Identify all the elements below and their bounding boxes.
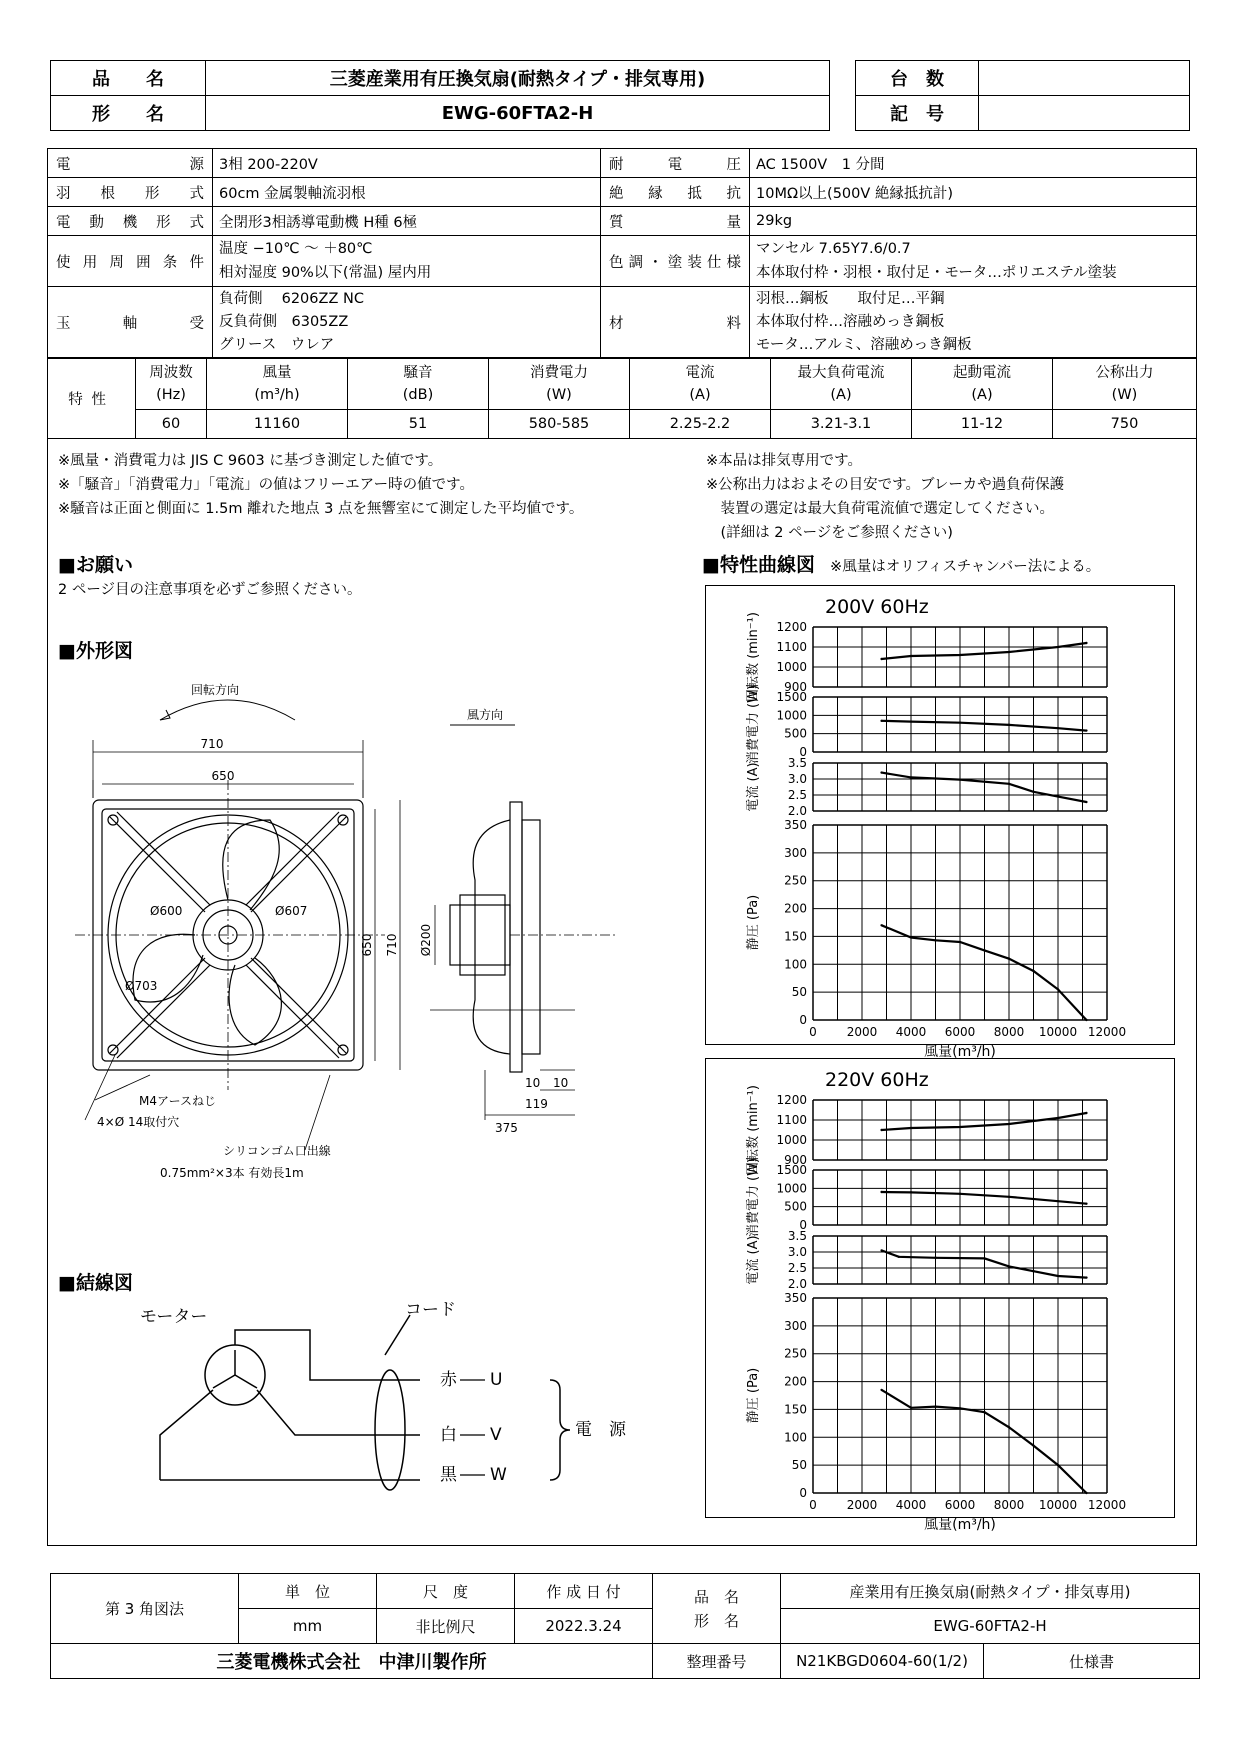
data-point	[1008, 1265, 1010, 1267]
y-tick-label: 350	[784, 1291, 807, 1305]
cord-label: コード	[405, 1300, 456, 1320]
material-value	[750, 287, 1197, 358]
data-point	[1057, 727, 1059, 729]
char-head-noise-unit: (dB)	[402, 387, 434, 403]
motor-label: 電動機形式	[48, 207, 213, 236]
y-tick-label: 100	[784, 957, 807, 972]
dim-650-top: 650	[211, 769, 235, 783]
notes-left	[58, 449, 698, 521]
char-head-airflow-name: 風量	[262, 365, 292, 381]
dim-650-right: 650	[360, 933, 374, 957]
data-point	[1085, 1019, 1087, 1021]
note-right-1: ※本品は排気専用です。	[706, 453, 862, 469]
material-line-1: 羽根…鋼板 取付足…平鋼	[756, 290, 945, 307]
power-value: 3相 200-220V	[213, 149, 601, 178]
dim-10a: 10	[525, 1076, 541, 1090]
data-point	[880, 658, 882, 660]
request-title: ■お願い	[58, 554, 133, 576]
bearing-line-2: 反負荷側 6305ZZ	[219, 313, 349, 330]
dim-10b: 10	[553, 1076, 569, 1090]
wiring-title: ■結線図	[58, 1272, 133, 1294]
data-point	[910, 1407, 912, 1409]
motor-value: 全閉形3相誘導電動機 H種 6極	[213, 207, 601, 236]
y-tick-label: 1200	[776, 620, 807, 634]
characteristics-table	[47, 358, 1197, 439]
color-line-2: 本体取付枠・羽根・取付足・モータ…ポリエステル塗装	[756, 265, 1117, 281]
data-point	[1057, 646, 1059, 648]
x-tick-label: 10000	[1038, 1025, 1078, 1039]
data-point	[1085, 801, 1087, 803]
name-model-labels	[653, 1574, 781, 1644]
data-point	[934, 1405, 936, 1407]
chart-200v	[705, 585, 1175, 1060]
notes-right	[706, 449, 1186, 545]
data-point	[1032, 1270, 1034, 1272]
y-tick-label: 1200	[776, 1093, 807, 1107]
data-point	[910, 720, 912, 722]
x-axis-label: 風量(m³/h)	[924, 1044, 996, 1060]
data-point	[880, 1389, 882, 1391]
rotation-label: 回転方向	[190, 683, 240, 697]
data-point	[1008, 651, 1010, 653]
char-head-output-unit: (W)	[1111, 387, 1138, 403]
data-point	[959, 654, 961, 656]
data-point	[1085, 729, 1087, 731]
x-tick-label: 10000	[1038, 1498, 1078, 1512]
data-point	[880, 720, 882, 722]
request-text: 2 ページ目の注意事項を必ずご参照ください。	[58, 582, 362, 598]
y-tick-label: 300	[784, 845, 807, 860]
y-tick-label: 2.0	[787, 1277, 807, 1291]
char-head-current-unit: (A)	[689, 387, 711, 403]
scale-label: 尺 度	[377, 1574, 515, 1609]
x-tick-label: 4000	[895, 1025, 927, 1039]
material-label: 材料	[601, 287, 750, 358]
wire-label: 0.75mm²×3本 有効長1m	[160, 1166, 304, 1180]
wind-label: 風方向	[466, 708, 504, 722]
char-head-output	[1053, 359, 1197, 410]
char-head-freq-unit: (Hz)	[156, 387, 186, 403]
x-tick-label: 0	[809, 1025, 817, 1039]
note-right-4: (詳細は 2 ページをご参照ください)	[706, 525, 953, 541]
chart-220v	[705, 1058, 1175, 1533]
data-point	[910, 776, 912, 778]
wire-black: 黒	[440, 1465, 457, 1485]
dim-607: Ø607	[275, 904, 308, 918]
unit-value: mm	[239, 1609, 377, 1644]
insulation-value: 10MΩ以上(500V 絶縁抵抗計)	[750, 178, 1197, 207]
data-point	[880, 771, 882, 773]
data-point	[959, 721, 961, 723]
data-point	[910, 1127, 912, 1129]
data-point	[880, 924, 882, 926]
model: EWG-60FTA2-H	[206, 96, 830, 131]
terminal-w: W	[490, 1465, 507, 1485]
data-point	[1057, 1117, 1059, 1119]
mass-label: 質量	[601, 207, 750, 236]
char-head-startcurrent	[912, 359, 1053, 410]
y-tick-label: 1000	[776, 1181, 807, 1196]
curves-title: ■特性曲線図	[702, 554, 815, 576]
dim-710-right: 710	[385, 933, 399, 957]
product-name: 三菱産業用有圧換気扇(耐熱タイプ・排気専用)	[206, 61, 830, 96]
mass-value: 29kg	[750, 207, 1197, 236]
x-tick-label: 8000	[993, 1025, 1025, 1039]
dim-119: 119	[525, 1097, 548, 1111]
y-tick-label: 200	[784, 1374, 807, 1389]
x-tick-label: 0	[809, 1498, 817, 1512]
color-line-1: マンセル 7.65Y7.6/0.7	[756, 241, 911, 257]
data-point	[1057, 1200, 1059, 1202]
data-point	[880, 1191, 882, 1193]
wire-red: 赤	[440, 1370, 457, 1390]
char-head-power-name: 消費電力	[530, 365, 588, 381]
data-point	[934, 1257, 936, 1259]
data-point	[1008, 1196, 1010, 1198]
x-tick-label: 6000	[944, 1498, 976, 1512]
char-value-airflow: 11160	[207, 410, 348, 439]
quantity-label: 台 数	[856, 61, 979, 96]
data-point	[898, 1256, 900, 1258]
x-axis-label: 風量(m³/h)	[924, 1517, 996, 1533]
y-tick-label: 0	[799, 1013, 807, 1027]
insulation-label: 絶縁抵抗	[601, 178, 750, 207]
y-tick-label: 350	[784, 818, 807, 832]
y-tick-label: 1000	[776, 708, 807, 723]
doc-type: 仕様書	[984, 1644, 1200, 1679]
y-tick-label: 150	[784, 929, 807, 944]
unit-label: 単 位	[239, 1574, 377, 1609]
side-frame	[510, 802, 522, 1072]
dim-200: Ø200	[419, 923, 433, 957]
y-tick-label: 100	[784, 1430, 807, 1445]
spec-table	[47, 148, 1197, 358]
x-tick-label: 2000	[846, 1498, 878, 1512]
data-point	[1085, 1276, 1087, 1278]
ref-label: 整理番号	[653, 1644, 781, 1679]
y-tick-label: 250	[784, 1346, 807, 1361]
terminal-v: V	[490, 1425, 502, 1445]
material-line-2: 本体取付枠…溶融めっき鋼板	[756, 313, 945, 330]
y-tick-label: 900	[784, 1153, 807, 1167]
bearing-label: 玉軸受	[48, 287, 213, 358]
char-head-maxcurrent	[771, 359, 912, 410]
outline-title: ■外形図	[58, 640, 133, 662]
data-point	[1057, 988, 1059, 990]
y-tick-label: 3.5	[787, 1229, 807, 1243]
y-axis-label: 電流 (A)	[746, 762, 761, 812]
y-axis-label: 回転数 (min⁻¹)	[746, 612, 761, 702]
earth-screw-label: M4アースねじ	[139, 1094, 217, 1108]
y-tick-label: 1100	[776, 1113, 807, 1127]
data-point	[1008, 958, 1010, 960]
company: 三菱電機株式会社 中津川製作所	[51, 1644, 653, 1679]
data-point	[1085, 1492, 1087, 1494]
env-humidity: 相対湿度 90%以下(常温) 屋内用	[219, 265, 432, 281]
y-axis-label: 消費電力 (W)	[746, 684, 761, 765]
x-tick-label: 8000	[993, 1498, 1025, 1512]
data-point	[910, 1191, 912, 1193]
char-head-freq	[136, 359, 207, 410]
product-name-label: 品 名	[51, 61, 206, 96]
data-point	[1008, 724, 1010, 726]
y-tick-label: 2.5	[787, 788, 807, 802]
header-quantity-table	[855, 60, 1190, 131]
x-tick-label: 12000	[1087, 1498, 1127, 1512]
note-left-3: ※騒音は正面と側面に 1.5m 離れた地点 3 点を無響室にて測定した平均値です。	[58, 501, 584, 517]
data-point	[1057, 1275, 1059, 1277]
data-point	[880, 1129, 882, 1131]
footer-model: EWG-60FTA2-H	[781, 1609, 1200, 1644]
withstand-label: 耐電圧	[601, 149, 750, 178]
y-tick-label: 3.0	[787, 772, 807, 786]
data-point	[1008, 783, 1010, 785]
data-point	[1032, 791, 1034, 793]
y-axis-label: 静圧 (Pa)	[746, 1367, 761, 1424]
y-tick-label: 150	[784, 1402, 807, 1417]
char-value-power: 580-585	[489, 410, 630, 439]
env-temp: 温度 −10℃ ～ ＋80℃	[219, 241, 373, 257]
dim-710-top: 710	[200, 737, 224, 751]
y-tick-label: 1000	[776, 660, 807, 674]
terminal-u: U	[490, 1370, 503, 1390]
y-tick-label: 1000	[776, 1133, 807, 1147]
y-tick-label: 3.5	[787, 756, 807, 770]
data-point	[1008, 1426, 1010, 1428]
curves-note: ※風量はオリフィスチャンバー法による。	[830, 559, 1101, 575]
char-value-noise: 51	[348, 410, 489, 439]
data-point	[983, 1257, 985, 1259]
dim-600: Ø600	[150, 904, 183, 918]
char-value-output: 750	[1053, 410, 1197, 439]
y-tick-label: 200	[784, 901, 807, 916]
y-axis-label: 消費電力 (W)	[746, 1157, 761, 1238]
char-head-current	[630, 359, 771, 410]
note-left-2: ※「騒音」「消費電力」「電流」の値はフリーエアー時の値です。	[58, 477, 474, 493]
data-point	[1085, 1203, 1087, 1205]
char-head-maxcurrent-name: 最大負荷電流	[797, 365, 885, 381]
wiring-diagram	[120, 1300, 626, 1485]
data-point	[983, 949, 985, 951]
data-point	[959, 1407, 961, 1409]
y-tick-label: 2.0	[787, 804, 807, 818]
outline-drawing	[55, 680, 685, 1200]
header-table	[50, 60, 830, 131]
mark-value	[979, 96, 1190, 131]
char-value-current: 2.25-2.2	[630, 410, 771, 439]
data-point	[1008, 1123, 1010, 1125]
footer-model-label: 形 名	[693, 1611, 739, 1630]
color-value	[750, 236, 1197, 287]
y-tick-label: 50	[791, 1458, 807, 1473]
char-value-startcurrent: 11-12	[912, 410, 1053, 439]
wire-white: 白	[440, 1425, 457, 1445]
ref-value: N21KBGD0604-60(1/2)	[781, 1644, 984, 1679]
projection: 第 3 角図法	[51, 1574, 239, 1644]
chart-title: 200V 60Hz	[825, 596, 929, 618]
chart-title: 220V 60Hz	[825, 1069, 929, 1091]
note-right-3: 装置の選定は最大負荷電流値で選定してください。	[706, 501, 1054, 517]
y-axis-label: 静圧 (Pa)	[746, 894, 761, 951]
date-label: 作 成 日 付	[515, 1574, 653, 1609]
char-head-power	[489, 359, 630, 410]
curves-heading	[702, 550, 1100, 577]
grommet-label: シリコンゴム口出線	[223, 1144, 331, 1158]
char-value-maxcurrent: 3.21-3.1	[771, 410, 912, 439]
footer-name-label: 品 名	[693, 1587, 739, 1606]
data-point	[1085, 642, 1087, 644]
footer-name: 産業用有圧換気扇(耐熱タイプ・排気専用)	[781, 1574, 1200, 1609]
data-point	[1085, 1112, 1087, 1114]
y-tick-label: 1500	[776, 1163, 807, 1177]
holes-label: 4×Ø 14取付穴	[97, 1115, 180, 1129]
bearing-value	[213, 287, 601, 358]
withstand-value: AC 1500V 1 分間	[750, 149, 1197, 178]
char-head-maxcurrent-unit: (A)	[830, 387, 852, 403]
char-head-airflow	[207, 359, 348, 410]
blade-value: 60cm 金属製軸流羽根	[213, 178, 601, 207]
env-label: 使用周囲条件	[48, 236, 213, 287]
x-tick-label: 6000	[944, 1025, 976, 1039]
x-tick-label: 12000	[1087, 1025, 1127, 1039]
mark-label: 記 号	[856, 96, 979, 131]
char-head-power-unit: (W)	[546, 387, 572, 403]
y-tick-label: 900	[784, 680, 807, 694]
x-tick-label: 2000	[846, 1025, 878, 1039]
bearing-line-3: グリース ウレア	[219, 336, 335, 353]
data-point	[983, 1411, 985, 1413]
note-left-1: ※風量・消費電力は JIS C 9603 に基づき測定した値です。	[58, 453, 443, 469]
footer-table	[50, 1573, 1200, 1679]
y-tick-label: 300	[784, 1318, 807, 1333]
y-tick-label: 50	[791, 985, 807, 1000]
data-point	[934, 939, 936, 941]
data-point	[910, 655, 912, 657]
char-head-freq-name: 周波数	[149, 365, 193, 381]
char-head-airflow-unit: (m³/h)	[254, 387, 300, 403]
char-head-noise	[348, 359, 489, 410]
y-tick-label: 500	[784, 1199, 807, 1214]
dim-375: 375	[495, 1121, 518, 1135]
motor-label: モーター	[140, 1307, 208, 1327]
data-point	[1032, 970, 1034, 972]
color-label: 色調・塗装仕様	[601, 236, 750, 287]
char-head-noise-name: 騒音	[403, 365, 433, 381]
char-head-output-name: 公称出力	[1095, 365, 1154, 381]
data-point	[1032, 1444, 1034, 1446]
data-point	[910, 936, 912, 938]
scale-value: 非比例尺	[377, 1609, 515, 1644]
power-source-label: 電 源	[575, 1420, 626, 1440]
y-tick-label: 250	[784, 873, 807, 888]
note-right-2: ※公称出力はおよその目安です。ブレーカや過負荷保護	[706, 477, 1065, 493]
y-axis-label: 電流 (A)	[746, 1235, 761, 1285]
x-tick-label: 4000	[895, 1498, 927, 1512]
char-head-startcurrent-name: 起動電流	[953, 365, 1011, 381]
y-axis-label: 回転数 (min⁻¹)	[746, 1085, 761, 1175]
quantity-value	[979, 61, 1190, 96]
date-value: 2022.3.24	[515, 1609, 653, 1644]
y-tick-label: 0	[799, 1218, 807, 1232]
char-value-freq: 60	[136, 410, 207, 439]
y-tick-label: 500	[784, 726, 807, 741]
data-point	[959, 941, 961, 943]
material-line-3: モータ…アルミ、溶融めっき鋼板	[756, 336, 972, 353]
char-head-current-name: 電流	[685, 365, 715, 381]
y-tick-label: 3.0	[787, 1245, 807, 1259]
bearing-line-1: 負荷側 6206ZZ NC	[219, 290, 364, 307]
y-tick-label: 0	[799, 745, 807, 759]
char-label: 特性	[48, 359, 136, 439]
y-tick-label: 2.5	[787, 1261, 807, 1275]
dim-703: Ø703	[125, 979, 158, 993]
data-point	[1057, 1464, 1059, 1466]
env-value	[213, 236, 601, 287]
y-tick-label: 1500	[776, 690, 807, 704]
model-label: 形 名	[51, 96, 206, 131]
data-point	[959, 1193, 961, 1195]
data-point	[1057, 795, 1059, 797]
blade-label: 羽根形式	[48, 178, 213, 207]
power-label: 電源	[48, 149, 213, 178]
y-tick-label: 1100	[776, 640, 807, 654]
data-point	[880, 1249, 882, 1251]
y-tick-label: 0	[799, 1486, 807, 1500]
data-point	[959, 1126, 961, 1128]
char-head-startcurrent-unit: (A)	[971, 387, 993, 403]
side-motor	[450, 905, 510, 965]
data-point	[959, 778, 961, 780]
